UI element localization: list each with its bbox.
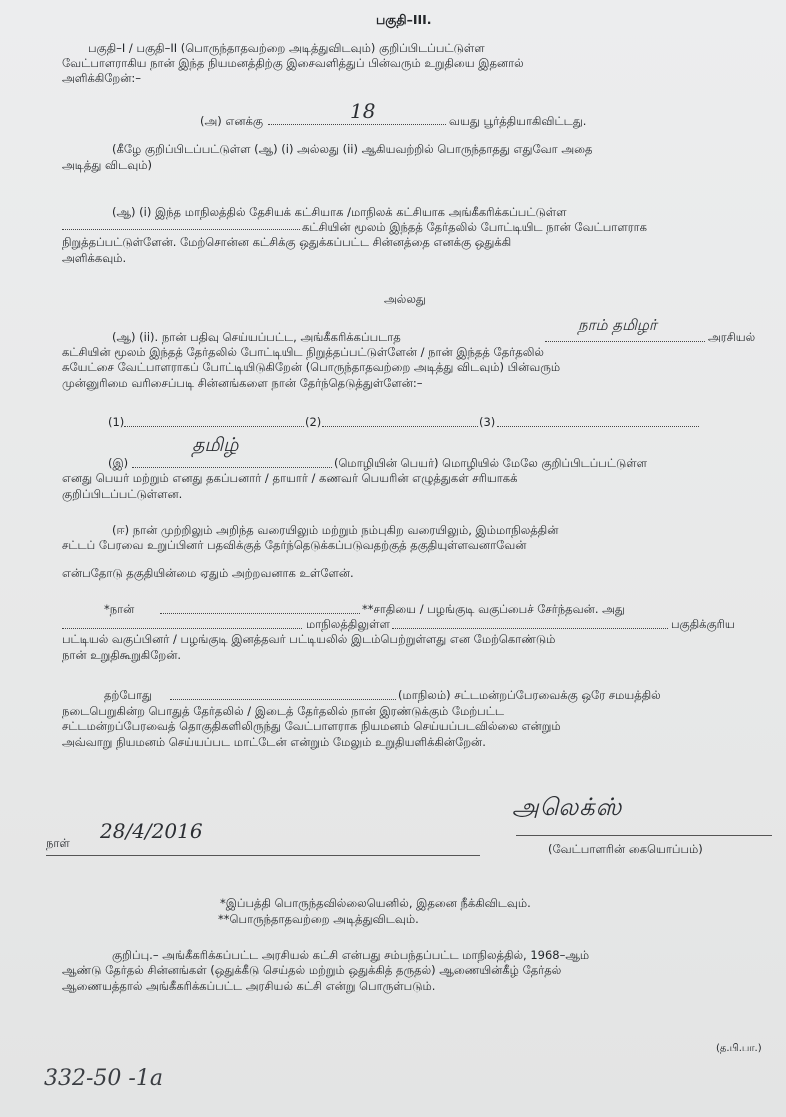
clause-b-i-line-3: நிறுத்தப்பட்டுள்ளேன். மேற்சொன்ன கட்சிக்கு ஒதுக்கப்பட்ட சின்னத்தை எனக்கு ஒதுக்கி: [62, 235, 512, 249]
caste-line-3: பட்டியல் வகுப்பினர் / பழங்குடி இனத்தவர் பட்டியலில் இடம்பெற்றுள்ளது என மேற்கொண்டும்: [62, 632, 556, 646]
or-label: அல்லது: [384, 292, 426, 306]
clause-b-ii-line-1-post: அரசியல்: [708, 330, 756, 344]
intro-line-1: பகுதி–I / பகுதி–II (பொருந்தாதவற்றை அடித்துவிடவும்) குறிப்பிடப்பட்டுள்ள: [88, 41, 485, 55]
current-prefix: தற்போது: [104, 688, 153, 702]
clause-b-ii-line-3: சுயேட்சை வேட்பாளராகப் போட்டியிடுகிறேன் (பொருந்தாதவற்றை அடித்து விடவும்) பின்வரும்: [62, 360, 561, 374]
clause-c-line-3: என்பதோடு தகுதியின்மை ஏதும் அற்றவனாக உள்ளேன்.: [62, 566, 354, 580]
date-underline: [46, 855, 480, 856]
current-line-3: சட்டமன்றப்பேரவைத் தொகுதிகளிலிருந்து வேட்பாளராக நியமனம் செய்யப்படவில்லை என்றும்: [62, 719, 561, 733]
language-line-2: எனது பெயர் மற்றும் எனது தகப்பனார் / தாயார் / கணவர் பெயரின் எழுத்துகள் சரியாகக்: [62, 471, 518, 485]
age-value-handwritten: 18: [350, 99, 376, 123]
caste-prefix: *நான்: [104, 602, 135, 616]
current-line-1-post: (மாநிலம்) சட்டமன்றப்பேரவைக்கு ஒரே சமயத்தில்: [398, 688, 661, 702]
language-value-handwritten: தமிழ்: [192, 434, 239, 456]
caste-line-2-end: பகுதிக்குரிய: [671, 617, 735, 631]
language-line-3: குறிப்பிடப்பட்டுள்ளன.: [62, 487, 183, 501]
signature-caption: (வேட்பாளரின் கையொப்பம்): [548, 842, 703, 856]
date-value-handwritten: 28/4/2016: [100, 819, 203, 843]
instruction-line-1: (கீழே குறிப்பிடப்பட்டுள்ள (ஆ) (i) அல்லது (ii) ஆகியவற்றில் பொருந்தாதது எதுவோ அதை: [112, 142, 593, 156]
clause-b-ii-line-1-pre: (ஆ) (ii). நான் பதிவு செய்யப்பட்ட, அங்கீகரிக்கப்படாத: [112, 330, 401, 344]
symbol-2-dotted-line: [322, 416, 478, 427]
current-line-2: நடைபெறுகின்ற பொதுத் தேர்தலில் / இடைத் தேர்தலில் நான் இரண்டுக்கும் மேற்பட்ட: [62, 704, 505, 718]
state-dotted-line: [62, 618, 302, 629]
clause-b-ii-line-2: கட்சியின் மூலம் இந்தத் தேர்தலில் போட்டியிட நிறுத்தப்பட்டுள்ளேன் / நான் இந்தத் தேர்தலில்: [62, 345, 544, 359]
note-line-1: குறிப்பு.– அங்கீகரிக்கப்பட்ட அரசியல் கட்சி என்பது சம்பந்தப்பட்ட மாநிலத்தில், 1968–ஆம்: [112, 948, 590, 962]
caste-line-2-mid: மாநிலத்திலுள்ள: [306, 617, 390, 631]
symbol-1-dotted-line: [124, 416, 304, 427]
clause-b-i-line-4: அளிக்கவும்.: [62, 251, 127, 265]
caste-dotted-line: [160, 603, 360, 614]
footnote-1: *இப்பத்தி பொருந்தவில்லையெனில், இதனை நீக்கிவிடவும்.: [220, 896, 531, 910]
date-label: நாள்: [46, 836, 70, 850]
clause-b-ii-line-4: முன்னுரிமை வரிசைப்படி சின்னங்களை நான் தேர்ந்தெடுத்துள்ளேன்:–: [62, 376, 423, 390]
signature-handwriting: அலெக்ஸ்: [512, 793, 623, 821]
symbol-3-dotted-line: [497, 416, 699, 427]
language-dotted-line: [132, 457, 332, 468]
party-name-handwritten: நாம் தமிழர்: [578, 316, 657, 334]
clause-c-line-2: சட்டப் பேரவை உறுப்பினர் பதவிக்குத் தேர்ந்தெடுக்கப்படுவதற்குத் தகுதியுள்ளவனாவேன்: [62, 538, 527, 552]
party-dotted-line: [62, 219, 300, 230]
current-state-dotted-line: [170, 689, 396, 700]
footnote-2: **பொருந்தாதவற்றை அடித்துவிடவும்.: [218, 912, 419, 926]
caste-mid: **சாதியை / பழங்குடி வகுப்பைச் சேர்ந்தவன். அது: [362, 602, 625, 616]
current-line-4: அவ்வாறு நியமனம் செய்யப்பட மாட்டேன் என்றும் மேலும் உறுதியளிக்கின்றேன்.: [62, 735, 486, 749]
age-prefix: (அ) எனக்கு: [200, 114, 264, 128]
clause-b-i-line-2: கட்சியின் மூலம் இந்தத் தேர்தலில் போட்டியிட நான் வேட்பாளராக: [302, 220, 647, 234]
symbol-3-label: (3): [479, 415, 496, 429]
area-dotted-line: [392, 618, 668, 629]
publisher-mark: (த.பி.பா.): [716, 1043, 762, 1054]
signature-underline: [516, 835, 772, 836]
language-suffix: (மொழியின் பெயர்) மொழியில் மேலே குறிப்பிடப்பட்டுள்ள: [334, 456, 648, 470]
note-line-2: ஆண்டு தேர்தல் சின்னங்கள் (ஒதுக்கீடு செய்தல் மற்றும் ஒதுக்கித் தருதல்) ஆணையின்கீழ் தேர்தல்: [62, 963, 562, 977]
symbol-1-label: (1): [108, 415, 125, 429]
caste-line-4: நான் உறுதிகூறுகிறேன்.: [62, 648, 182, 662]
handwritten-number: 332-50 -1a: [44, 1066, 163, 1091]
clause-b-i-line-1: (ஆ) (i) இந்த மாநிலத்தில் தேசியக் கட்சியாக /மாநிலக் கட்சியாக அங்கீகரிக்கப்பட்டுள்ள: [112, 205, 567, 219]
symbol-2-label: (2): [305, 415, 322, 429]
language-prefix: (இ): [108, 456, 129, 470]
part-heading: பகுதி–III.: [376, 12, 432, 27]
clause-c-line-1: (ஈ) நான் முற்றிலும் அறிந்த வரையிலும் மற்றும் நம்புகிற வரையிலும், இம்மாநிலத்தின்: [112, 523, 559, 537]
intro-line-3: அளிக்கிறேன்:–: [62, 71, 142, 85]
intro-line-2: வேட்பாளராகிய நான் இந்த நியமனத்திற்கு இசைவளித்துப் பின்வரும் உறுதியை இதனால்: [62, 56, 524, 70]
age-suffix: வயது பூர்த்தியாகிவிட்டது.: [449, 114, 587, 128]
note-line-3: ஆணையத்தால் அங்கீகரிக்கப்பட்ட அரசியல் கட்சி என்று பொருள்படும்.: [62, 979, 436, 993]
instruction-line-2: அடித்து விடவும்): [62, 158, 153, 172]
